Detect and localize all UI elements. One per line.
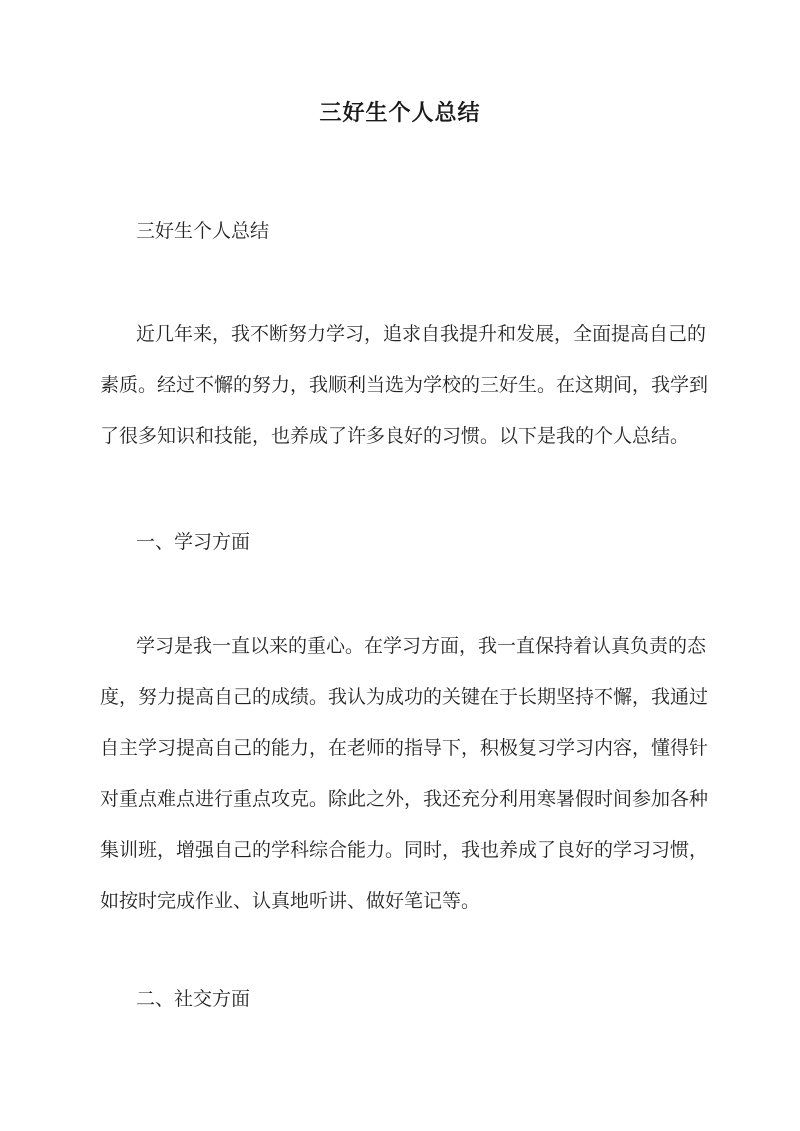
document-title: 三好生个人总结 <box>319 100 481 126</box>
study-line: 自主学习提高自己的能力，在老师的指导下，积极复习学习内容，懂得针 <box>100 737 709 759</box>
study-line: 对重点难点进行重点攻克。除此之外，我还充分利用寒暑假时间参加各种 <box>100 788 709 810</box>
intro-paragraph <box>100 309 709 462</box>
study-line: 度，努力提高自己的成绩。我认为成功的关键在于长期坚持不懈，我通过 <box>100 686 709 708</box>
section-heading-social: 二、社交方面 <box>136 988 251 1010</box>
document-subtitle: 三好生个人总结 <box>136 220 270 242</box>
study-paragraph <box>100 621 709 927</box>
section-heading-study: 一、学习方面 <box>136 531 251 553</box>
intro-line: 素质。经过不懈的努力，我顺利当选为学校的三好生。在这期间，我学到 <box>100 374 709 396</box>
study-line: 学习是我一直以来的重心。在学习方面，我一直保持着认真负责的态 <box>136 635 707 657</box>
study-line: 集训班，增强自己的学科综合能力。同时，我也养成了良好的学习习惯， <box>100 839 709 861</box>
intro-line: 近几年来，我不断努力学习，追求自我提升和发展，全面提高自己的 <box>136 323 707 345</box>
study-line: 如按时完成作业、认真地听讲、做好笔记等。 <box>100 890 481 912</box>
intro-line: 了很多知识和技能，也养成了许多良好的习惯。以下是我的个人总结。 <box>100 425 690 447</box>
